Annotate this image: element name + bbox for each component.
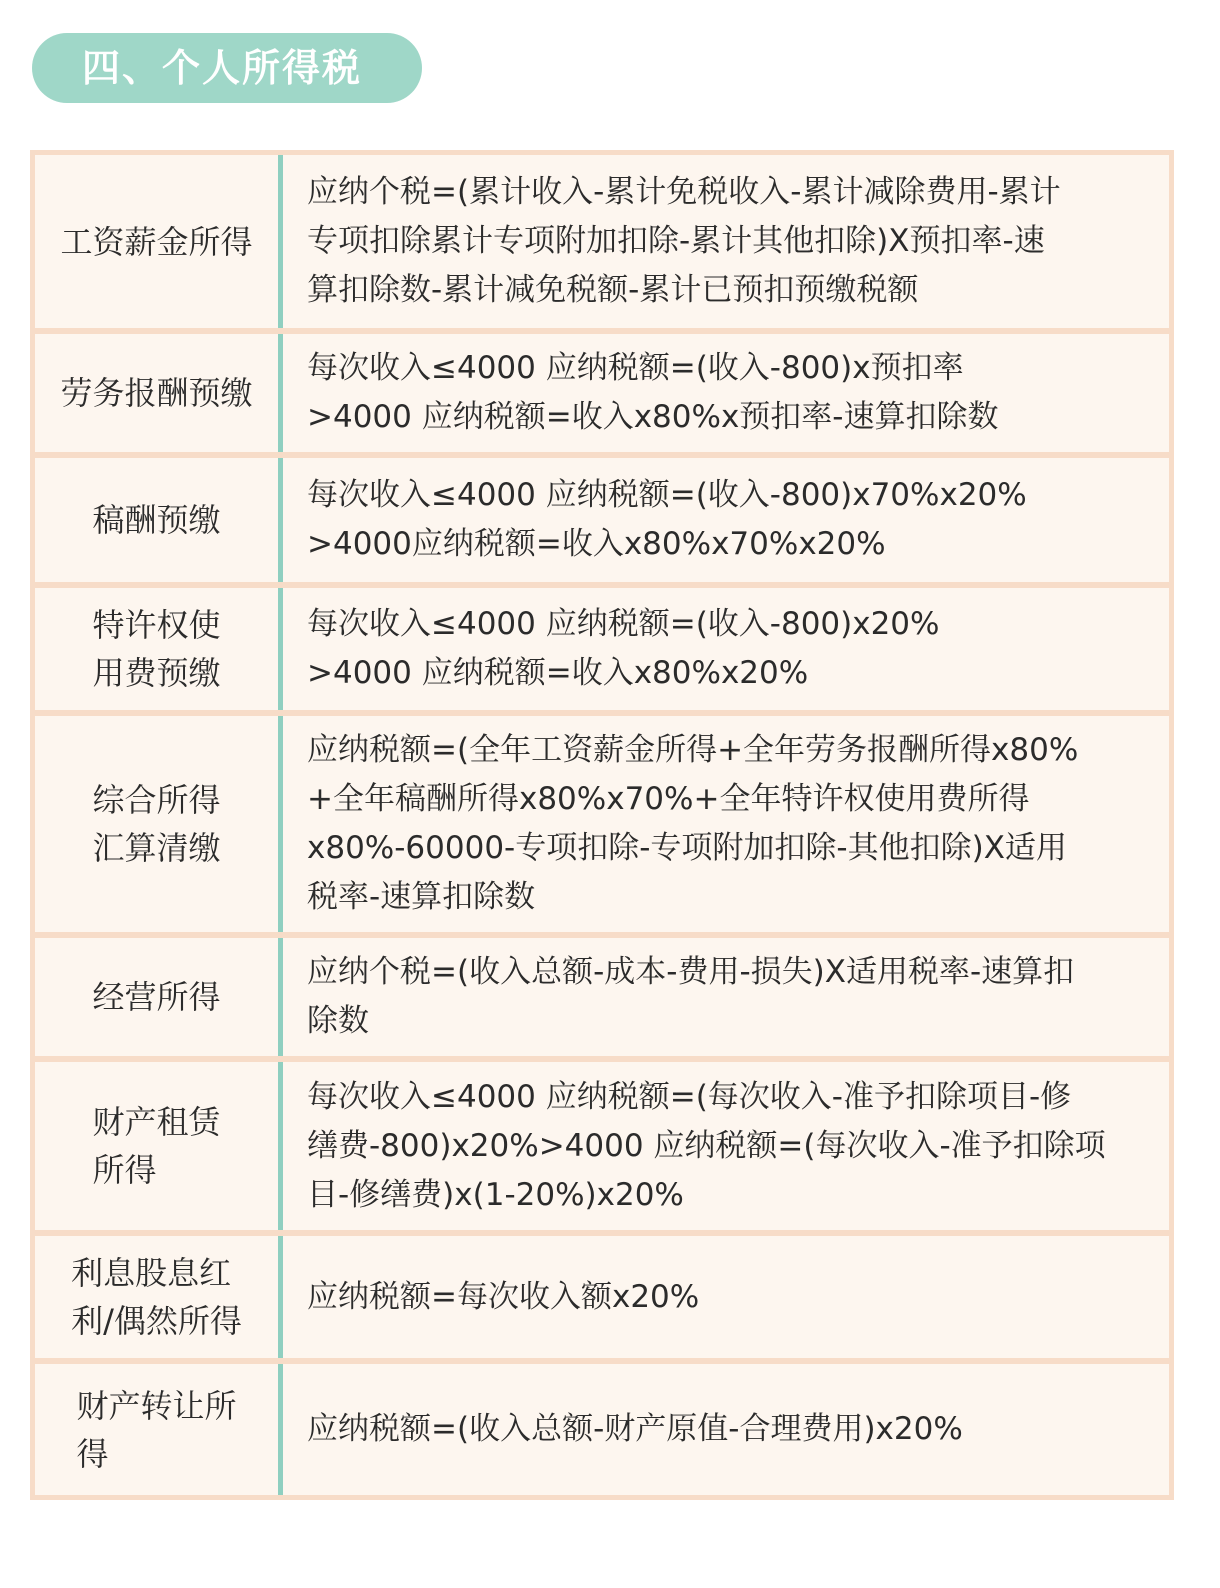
- formula-cell: [283, 938, 1169, 1056]
- table-row: [35, 155, 1169, 334]
- formula-text: 每次收入≤4000 应纳税额=(收入-800)x预扣率 >4000 应纳税额=收入x80%x预扣率-速算扣除数: [307, 350, 999, 435]
- category-label: 财产转让所 得: [76, 1386, 237, 1473]
- table-row: [35, 1364, 1169, 1495]
- formula-text: 应纳个税=(累计收入-累计免税收入-累计减除费用-累计 专项扣除累计专项附加扣除-累计其他扣除)X预扣率-速 算扣除数-累计减免税额-累计已预扣预缴税额: [307, 174, 1061, 308]
- table-row: [35, 588, 1169, 716]
- formula-cell: [283, 1364, 1169, 1495]
- table-row: [35, 716, 1169, 938]
- formula-cell: [283, 1236, 1169, 1358]
- category-label: 劳务报酬预缴: [60, 374, 253, 412]
- tax-formula-table: [30, 150, 1174, 1500]
- formula-cell: [283, 458, 1169, 582]
- category-cell: [35, 588, 283, 710]
- category-cell: [35, 716, 283, 932]
- formula-cell: [283, 334, 1169, 452]
- formula-cell: [283, 155, 1169, 328]
- formula-text: 每次收入≤4000 应纳税额=(每次收入-准予扣除项目-修 缮费-800)x20%>4000 应纳税额=(每次收入-准予扣除项 目-修缮费)x(1-20%)x20%: [307, 1078, 1106, 1213]
- category-cell: [35, 1062, 283, 1230]
- category-label: 工资薪金所得: [60, 222, 253, 261]
- formula-text: 应纳税额=(收入总额-财产原值-合理费用)x20%: [307, 1411, 963, 1447]
- formula-text: 应纳个税=(收入总额-成本-费用-损失)X适用税率-速算扣 除数: [307, 954, 1075, 1039]
- table-row: [35, 458, 1169, 588]
- category-cell: [35, 1364, 283, 1495]
- table-row: [35, 1062, 1169, 1236]
- formula-text: 应纳税额=(全年工资薪金所得+全年劳务报酬所得x80% +全年稿酬所得x80%x70%+全年特许权使用费所得 x80%-60000-专项扣除-专项附加扣除-其他扣除)X适用 税率-速算扣除数: [307, 732, 1079, 915]
- category-cell: [35, 155, 283, 328]
- category-label: 财产租赁 所得: [92, 1103, 221, 1189]
- formula-cell: [283, 1062, 1169, 1230]
- table-row: [35, 938, 1169, 1062]
- formula-text: 应纳税额=每次收入额x20%: [307, 1278, 700, 1315]
- formula-text: 每次收入≤4000 应纳税额=(收入-800)x70%x20% >4000应纳税额=收入x80%x70%x20%: [307, 477, 1027, 562]
- formula-text: 每次收入≤4000 应纳税额=(收入-800)x20% >4000 应纳税额=收入x80%x20%: [307, 606, 940, 691]
- category-label: 经营所得: [92, 978, 221, 1016]
- category-label: 稿酬预缴: [92, 501, 221, 539]
- category-label: 综合所得 汇算清缴: [92, 781, 221, 867]
- category-cell: [35, 1236, 283, 1358]
- category-label: 特许权使 用费预缴: [92, 606, 221, 692]
- formula-cell: [283, 588, 1169, 710]
- category-cell: [35, 334, 283, 452]
- category-cell: [35, 938, 283, 1056]
- category-cell: [35, 458, 283, 582]
- section-title: 四、个人所得税: [32, 33, 422, 103]
- table-row: [35, 334, 1169, 458]
- category-label: 利息股息红 利/偶然所得: [71, 1254, 242, 1340]
- table-row: [35, 1236, 1169, 1364]
- formula-cell: [283, 716, 1169, 932]
